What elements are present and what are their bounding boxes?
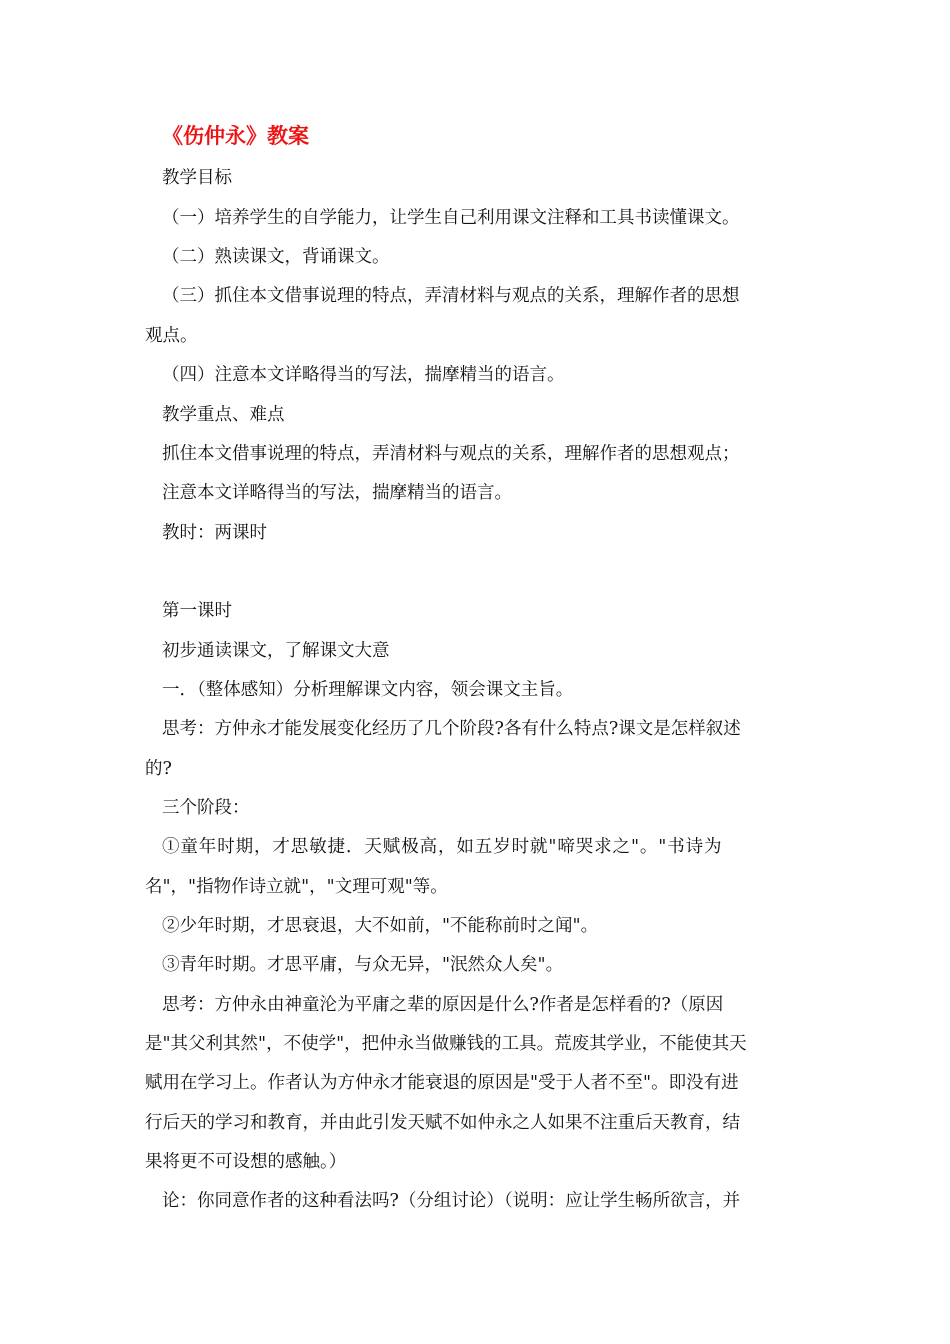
- question-2-cont-2: 赋用在学习上。作者认为方仲永才能衰退的原因是"受于人者不至"。即没有进: [145, 1073, 739, 1093]
- stage-1-cont: 名"，"指物作诗立就"，"文理可观"等。: [145, 877, 448, 897]
- discussion-prompt: 论：你同意作者的这种看法吗?（分组讨论）（说明：应让学生畅所欲言，并: [162, 1191, 741, 1211]
- goal-item-1: （一）培养学生的自学能力，让学生自己利用课文注释和工具书读懂课文。: [162, 208, 740, 228]
- stage-1: ①童年时期，才思敏捷．天赋极高，如五岁时就"啼哭求之"。"书诗为: [162, 837, 723, 857]
- heading-key-points: 教学重点、难点: [162, 405, 285, 425]
- heading-teaching-goals: 教学目标: [162, 168, 232, 188]
- heading-first-lesson: 第一课时: [162, 601, 232, 621]
- stage-3: ③青年时期。才思平庸，与众无异，"泯然众人矣"。: [162, 955, 564, 975]
- three-stages-label: 三个阶段：: [162, 798, 250, 818]
- goal-item-3: （三）抓住本文借事说理的特点，弄清材料与观点的关系，理解作者的思想: [162, 286, 740, 306]
- question-2-cont-1: 是"其父利其然"，不使学"，把仲永当做赚钱的工具。荒废其学业，不能使其天: [145, 1034, 747, 1054]
- goal-item-3-cont: 观点。: [145, 326, 198, 346]
- question-1: 思考：方仲永才能发展变化经历了几个阶段?各有什么特点?课文是怎样叙述: [162, 719, 741, 739]
- key-point-1: 抓住本文借事说理的特点，弄清材料与观点的关系，理解作者的思想观点；: [162, 444, 740, 464]
- class-hours: 教时：两课时: [162, 523, 267, 543]
- document-title: 《伤仲永》教案: [162, 123, 309, 148]
- goal-item-4: （四）注意本文详略得当的写法，揣摩精当的语言。: [162, 365, 565, 385]
- goal-item-2: （二）熟读课文，背诵课文。: [162, 247, 390, 267]
- key-point-2: 注意本文详略得当的写法，揣摩精当的语言。: [162, 483, 512, 503]
- question-2: 思考：方仲永由神童沦为平庸之辈的原因是什么?作者是怎样看的?（原因: [162, 995, 724, 1015]
- question-2-cont-4: 果将更不可设想的感触。）: [145, 1152, 347, 1172]
- stage-2: ②少年时期，才思衰退，大不如前，"不能称前时之闻"。: [162, 916, 599, 936]
- lesson-aim: 初步通读课文，了解课文大意: [162, 641, 390, 661]
- question-1-cont: 的?: [145, 759, 172, 779]
- question-2-cont-3: 行后天的学习和教育，并由此引发天赋不如仲永之人如果不注重后天教育，结: [145, 1113, 740, 1133]
- section-overall-perception: 一．（整体感知）分析理解课文内容，领会课文主旨。: [162, 680, 574, 700]
